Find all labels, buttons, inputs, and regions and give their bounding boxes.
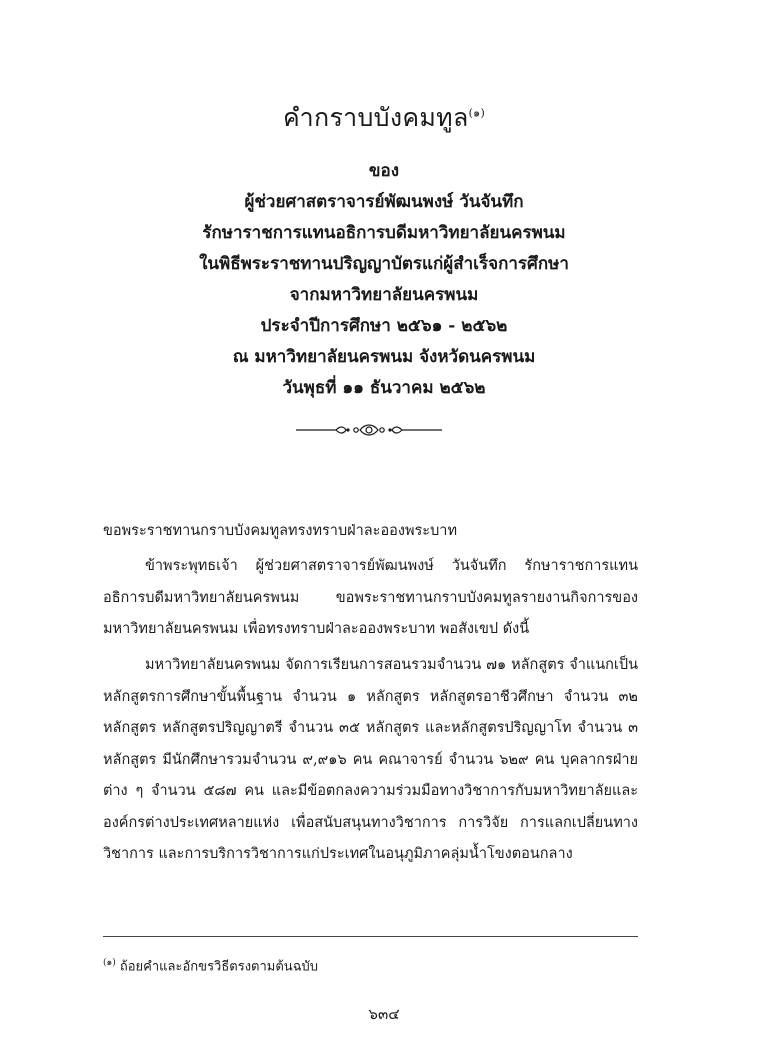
heading-line-university: จากมหาวิทยาลัยนครพนม [289,285,479,305]
heading-line-date: วันพุธที่ ๑๑ ธันวาคม ๒๕๖๒ [282,378,486,398]
heading-line-academic-year: ประจำปีการศึกษา ๒๕๖๑ - ๒๕๖๒ [260,316,508,336]
decorative-divider-icon [294,420,444,440]
heading-line-position: รักษาราชการแทนอธิการบดีมหาวิทยาลัยนครพนม [202,223,566,243]
heading-line-ceremony: ในพิธีพระราชทานปริญญาบัตรแก่ผู้สำเร็จการศึกษา [199,254,569,274]
footnote-marker: (๑) [103,958,116,968]
title-text: คำกราบบังคมทูล [282,103,469,132]
greeting-line: ขอพระราชทานกราบบังคมทูลทรงทราบฝ่าละอองพระบาท [103,523,458,539]
paragraph-report-intro: ข้าพระพุทธเจ้า ผู้ช่วยศาสตราจารย์พัฒนพงษ์ วันจันทึก รักษาราชการแทนอธิการบดีมหาวิทยาลัยนครพนม ขอพระราชทานกราบบังคมทูลรายงานกิจการของมหาวิทยาลัยนครพนม เพื่อทรงทราบฝ่าละอองพระบาท พอสังเขป ดังนี้ [103,558,638,637]
heading-line-venue: ณ มหาวิทยาลัยนครพนม จังหวัดนครพนม [232,347,536,367]
footnote [103,955,318,976]
heading-line-speaker: ผู้ช่วยศาสตราจารย์พัฒนพงษ์ วันจันทึก [244,192,524,212]
page-number: ๖๓๔ [368,1005,400,1023]
footnote-text: ถ้อยคำและอักขรวิธีตรงตามต้นฉบับ [115,959,319,975]
heading-line-of: ของ [368,161,400,181]
page-title [0,98,768,138]
heading-block [0,156,768,404]
paragraph-university-statistics: มหาวิทยาลัยนครพนม จัดการเรียนการสอนรวมจำนวน ๗๑ หลักสูตร จำแนกเป็น หลักสูตรการศึกษาขั้นพื้นฐาน จำนวน ๑ หลักสูตร หลักสูตรอาชีวศึกษา จำนวน ๓๒ หลักสูตร หลักสูตรปริญญาตรี จำนวน ๓๕ หลักสูตร และหลักสูตรปริญญาโท จำนวน ๓ หลักสูตร มีนักศึกษารวมจำนวน ๙,๙๑๖ คน คณาจารย์ จำนวน ๖๒๙ คน บุคลากรฝ่ายต่าง ๆ จำนวน ๕๘๗ คน และมีข้อตกลงความร่วมมือทางวิชาการกับมหาวิทยาลัยและองค์กรต่างประเทศหลายแห่ง เพื่อสนับสนุนทางวิชาการ การวิจัย การแลกเปลี่ยนทางวิชาการ และการบริการวิชาการแก่ประเทศในอนุภูมิภาคลุ่มน้ำโขงตอนกลาง [103,657,638,862]
title-footnote-marker: (๑) [468,106,486,120]
footnote-divider [103,936,638,937]
